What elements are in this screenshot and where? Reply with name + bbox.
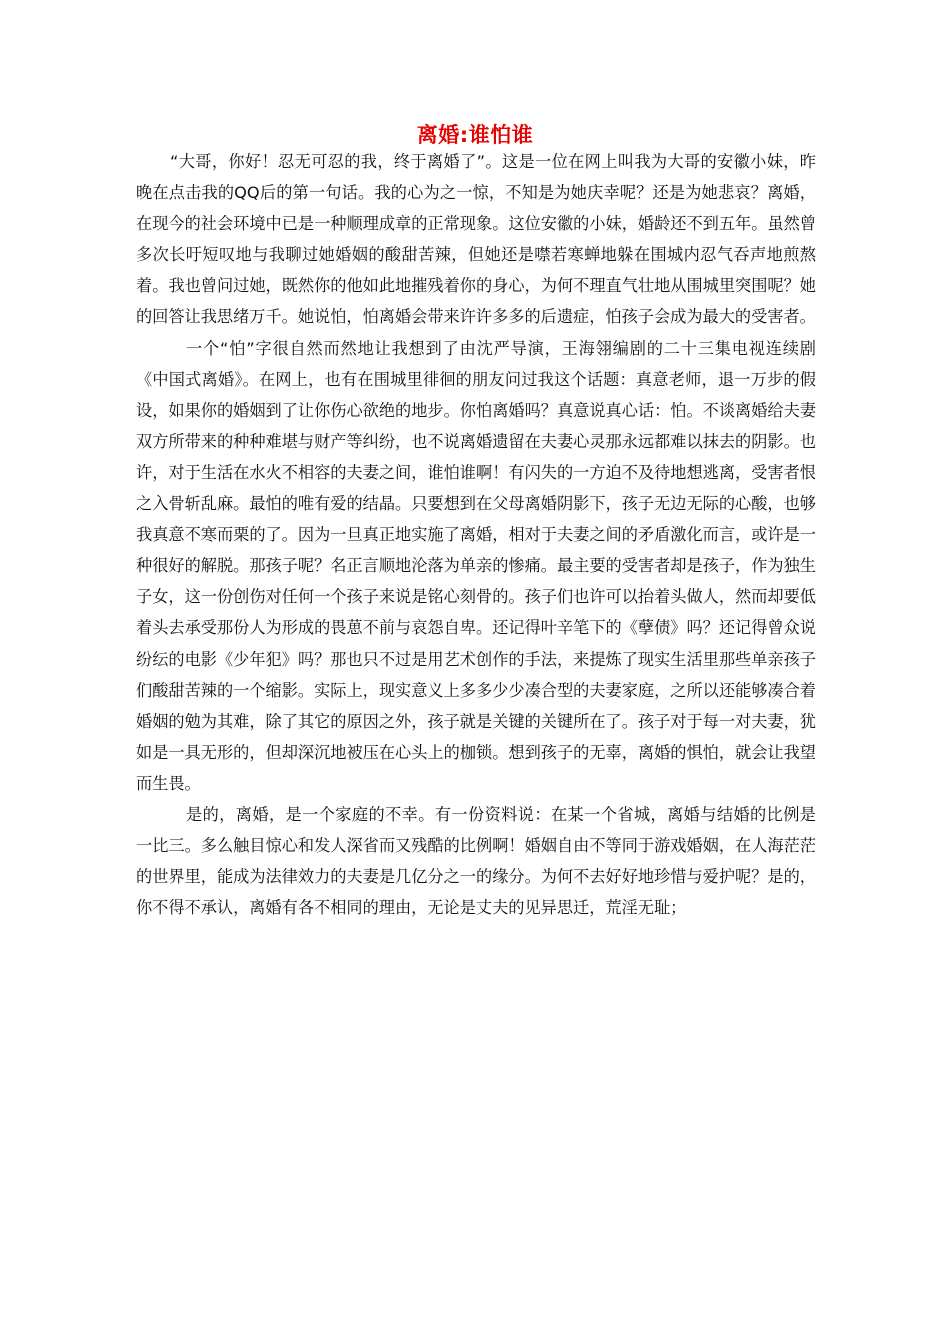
paragraph-2: 一个“怕”字很自然而然地让我想到了由沈严导演，王海翎编剧的二十三集电视连续剧《中国式离婚》。在网上，也有在围城里徘徊的朋友问过我这个话题：真意老师，退一万步的假设，如果你的婚姻到了让你伤心欲绝的地步。你怕离婚吗？真意说真心话：怕。不谈离婚给夫妻双方所带来的种种难堪与财产等纠纷，也不说离婚遗留在夫妻心灵那永远都难以抹去的阴影。也许，对于生活在水火不相容的夫妻之间，谁怕谁啊！有闪失的一方迫不及待地想逃离，受害者恨之入骨斩乱麻。最怕的唯有爱的结晶。只要想到在父母离婚阴影下，孩子无边无际的心酸，也够我真意不寒而栗的了。因为一旦真正地实施了离婚，相对于夫妻之间的矛盾激化而言，或许是一种很好的解脱。那孩子呢？名正言顺地沦落为单亲的惨痛。最主要的受害者却是孩子，作为独生子女，这一份创伤对任何一个孩子来说是铭心刻骨的。孩子们也许可以抬着头做人，然而却要低着头去承受那份人为形成的畏葸不前与哀怨自卑。还记得叶辛笔下的《孽债》吗？还记得曾众说纷纭的电影《少年犯》吗？那也只不过是用艺术创作的手法，来提炼了现实生活里那些单亲孩子们酸甜苦辣的一个缩影。实际上，现实意义上多多少少凑合型的夫妻家庭，之所以还能够凑合着婚姻的勉为其难，除了其它的原因之外，孩子就是关键的关键所在了。孩子对于每一对夫妻，犹如是一具无形的，但却深沉地被压在心头上的枷锁。想到孩子的无辜，离婚的惧怕，就会让我望而生畏。 (136, 338, 816, 793)
paragraph-1: “大哥，你好！忍无可忍的我，终于离婚了”。这是一位在网上叫我为大哥的安徽小妹，昨晚在点击我的QQ后的第一句话。我的心为之一惊，不知是为她庆幸呢？还是为她悲哀？离婚，在现今的社会环境中已是一种顺理成章的正常现象。这位安徽的小妹，婚龄还不到五年。虽然曾多次长吁短叹地与我聊过她婚姻的酸甜苦辣，但她还是噤若寒蝉地躲在围城内忍气吞声地煎熬着。我也曾问过她，既然你的他如此地摧残着你的身心，为何不理直气壮地从围城里突围呢？她的回答让我思绪万千。她说怕，怕离婚会带来许许多多的后遗症，怕孩子会成为最大的受害者。 (136, 152, 816, 327)
document-body (136, 146, 816, 923)
paragraph-3: 是的，离婚，是一个家庭的不幸。有一份资料说：在某一个省城，离婚与结婚的比例是一比三。多么触目惊心和发人深省而又残酷的比例啊！婚姻自由不等同于游戏婚姻，在人海茫茫的世界里，能成为法律效力的夫妻是几亿分之一的缘分。为何不去好好地珍惜与爱护呢？是的，你不得不承认，离婚有各不相同的理由，无论是丈夫的见异思迁，荒淫无耻； (136, 804, 816, 918)
document-title: 离婚:谁怕谁 (416, 123, 534, 147)
